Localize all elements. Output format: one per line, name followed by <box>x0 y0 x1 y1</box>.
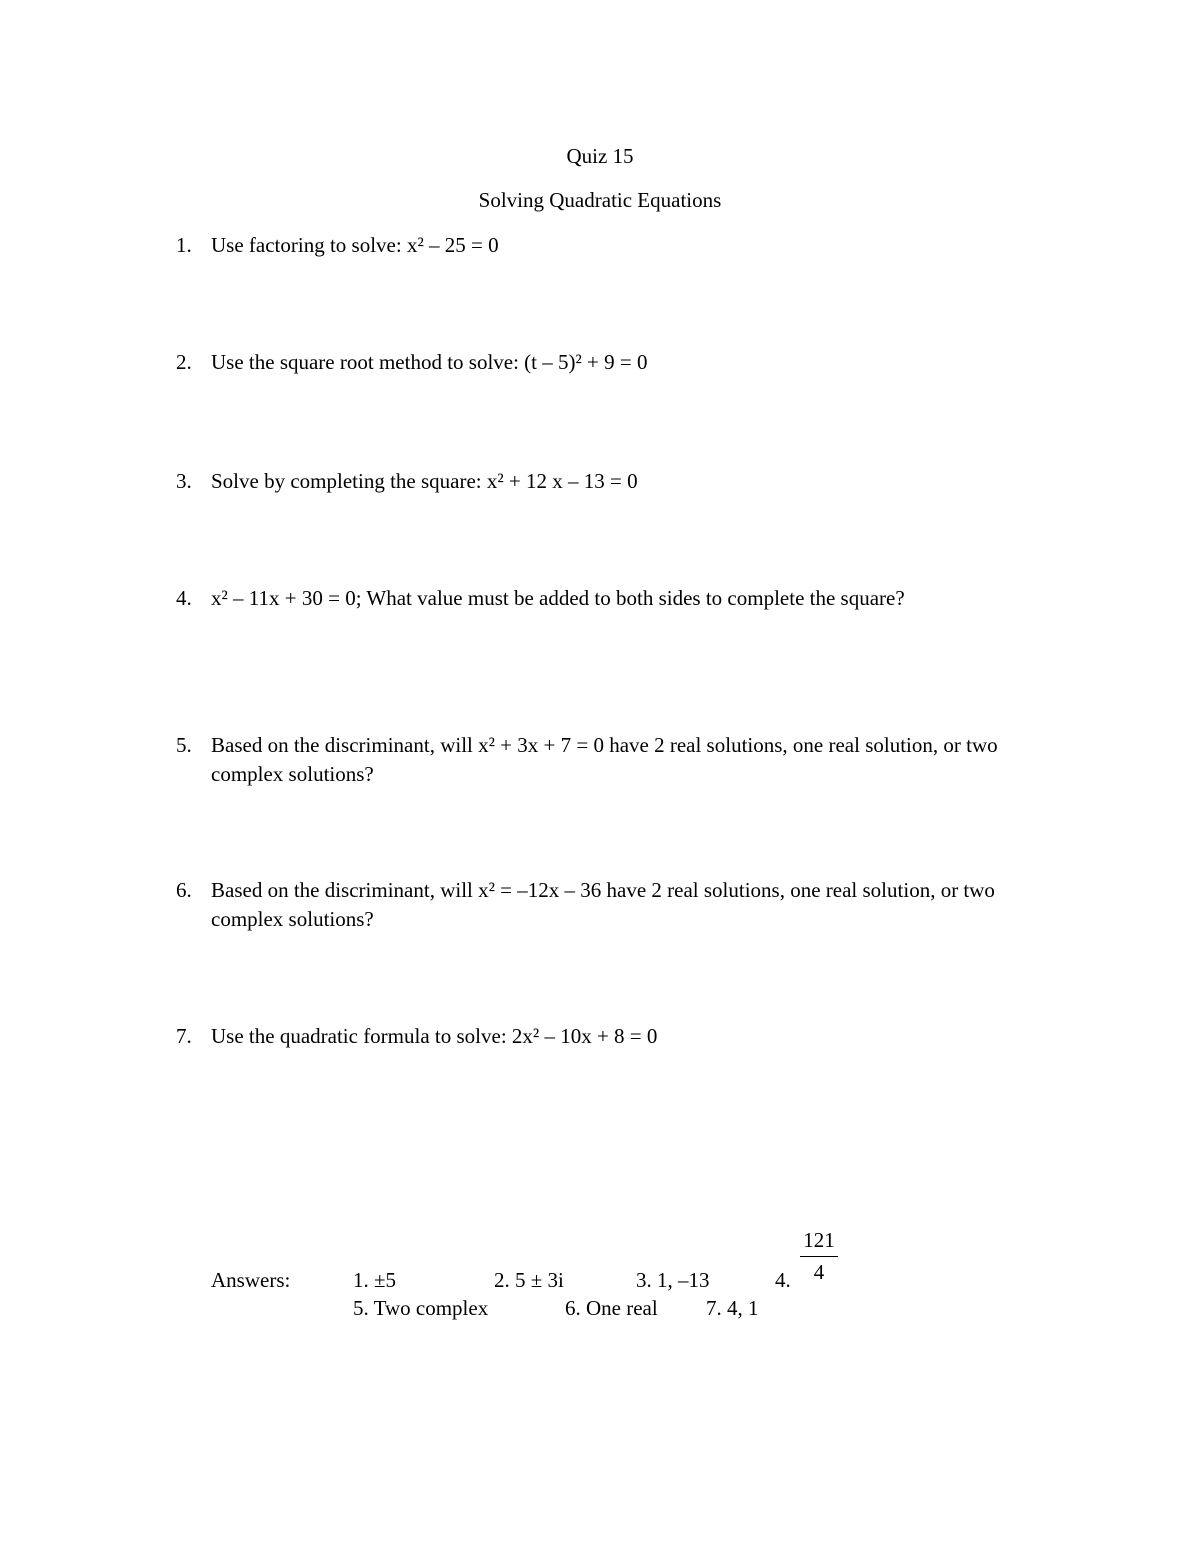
answers-label: Answers: <box>211 1268 291 1292</box>
question-number: 4. <box>176 586 192 610</box>
question-text: x² – 11x + 30 = 0; What value must be added to both sides to complete the square? <box>211 586 905 610</box>
question-text: Based on the discriminant, will x² = –12x – 36 have 2 real solutions, one real solution, or two complex solutions? <box>211 878 995 931</box>
page-title: Quiz 15 <box>566 144 634 168</box>
page-subtitle: Solving Quadratic Equations <box>478 188 722 212</box>
question-number: 2. <box>176 350 192 374</box>
fraction-denominator: 4 <box>813 1260 825 1284</box>
answer-1: 1. ±5 <box>353 1268 397 1292</box>
question-item <box>176 731 1066 789</box>
question-item <box>176 876 1066 934</box>
answer-4: 4. <box>775 1268 791 1292</box>
question-text: Use the quadratic formula to solve: 2x² – 10x + 8 = 0 <box>211 1024 658 1048</box>
question-number: 1. <box>176 233 192 257</box>
question-text: Solve by completing the square: x² + 12 x – 13 = 0 <box>211 469 638 493</box>
question-item <box>176 348 1066 377</box>
answer-2: 2. 5 ± 3i <box>494 1268 564 1292</box>
question-number: 5. <box>176 733 192 757</box>
fraction-numerator: 121 <box>800 1230 838 1257</box>
question-text: Use factoring to solve: x² – 25 = 0 <box>211 233 499 257</box>
question-text: Use the square root method to solve: (t – 5)² + 9 = 0 <box>211 350 648 374</box>
answer-7: 7. 4, 1 <box>706 1296 759 1320</box>
answer-3: 3. 1, –13 <box>636 1268 710 1292</box>
question-number: 3. <box>176 469 192 493</box>
question-number: 7. <box>176 1024 192 1048</box>
question-item <box>176 1022 1066 1051</box>
answer-5: 5. Two complex <box>353 1296 489 1320</box>
question-item <box>176 231 1066 260</box>
question-item <box>176 584 1066 613</box>
question-item <box>176 467 1066 496</box>
answer-4-fraction <box>800 1230 838 1283</box>
question-number: 6. <box>176 878 192 902</box>
answer-6: 6. One real <box>565 1296 658 1320</box>
question-text: Based on the discriminant, will x² + 3x + 7 = 0 have 2 real solutions, one real solution, or two complex solutions? <box>211 733 998 786</box>
